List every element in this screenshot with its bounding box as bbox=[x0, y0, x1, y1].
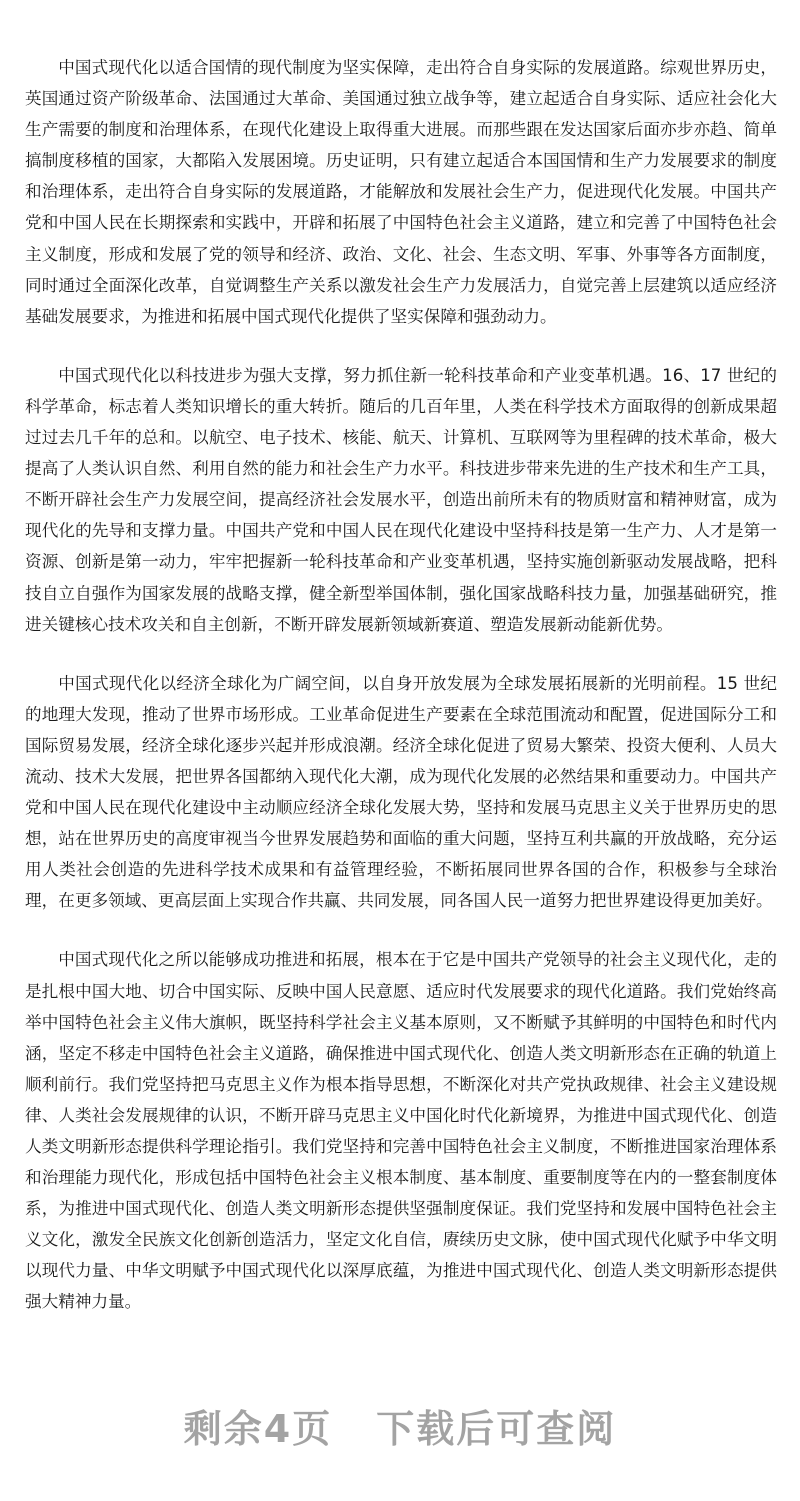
paragraph-3: 中国式现代化以经济全球化为广阔空间，以自身开放发展为全球发展拓展新的光明前程。15 世纪的地理大发现，推动了世界市场形成。工业革命促进生产要素在全球范围流动和配置，促进国际分工和国际贸易发展，经济全球化逐步兴起并形成浪潮。经济全球化促进了贸易大繁荣、投资大便利、人员大流动、技术大发展，把世界各国都纳入现代化大潮，成为现代化发展的必然结果和重要动力。中国共产党和中国人民在现代化建设中主动顺应经济全球化发展大势，坚持和发展马克思主义关于世界历史的思想，站在世界历史的高度审视当今世界发展趋势和面临的重大问题，坚持互利共赢的开放战略，充分运用人类社会创造的先进科学技术成果和有益管理经验，不断拓展同世界各国的合作，积极参与全球治理，在更多领域、更高层面上实现合作共赢、共同发展，同各国人民一道努力把世界建设得更加美好。 bbox=[25, 673, 777, 911]
remaining-pages-text: 剩余4页 bbox=[183, 1407, 333, 1451]
download-prompt[interactable] bbox=[0, 1398, 800, 1453]
paragraph-2: 中国式现代化以科技进步为强大支撑，努力抓住新一轮科技革命和产业变革机遇。16、17 世纪的科学革命，标志着人类知识增长的重大转折。随后的几百年里，人类在科学技术方面取得的创新成果超过过去几千年的总和。以航空、电子技术、核能、航天、计算机、互联网等为里程碑的技术革命，极大提高了人类认识自然、利用自然的能力和社会生产力水平。科技进步带来先进的生产技术和生产工具，不断开辟社会生产力发展空间，提高经济社会发展水平，创造出前所未有的物质财富和精神财富，成为现代化的先导和支撑力量。中国共产党和中国人民在现代化建设中坚持科技是第一生产力、人才是第一资源、创新是第一动力，牢牢把握新一轮科技革命和产业变革机遇，坚持实施创新驱动发展战略，把科技自立自强作为国家发展的战略支撑，健全新型举国体制，强化国家战略科技力量，加强基础研究，推进关键核心技术攻关和自主创新，不断开辟发展新领域新赛道、塑造发展新动能新优势。 bbox=[25, 365, 777, 634]
download-hint-text: 下载后可查阅 bbox=[376, 1407, 617, 1451]
paragraph-4: 中国式现代化之所以能够成功推进和拓展，根本在于它是中国共产党领导的社会主义现代化，走的是扎根中国大地、切合中国实际、反映中国人民意愿、适应时代发展要求的现代化道路。我们党始终高举中国特色社会主义伟大旗帜，既坚持科学社会主义基本原则，又不断赋予其鲜明的中国特色和时代内涵，坚定不移走中国特色社会主义道路，确保推进中国式现代化、创造人类文明新形态在正确的轨道上顺利前行。我们党坚持把马克思主义作为根本指导思想，不断深化对共产党执政规律、社会主义建设规律、人类社会发展规律的认识，不断开辟马克思主义中国化时代化新境界，为推进中国式现代化、创造人类文明新形态提供科学理论指引。我们党坚持和完善中国特色社会主义制度，不断推进国家治理体系和治理能力现代化，形成包括中国特色社会主义根本制度、基本制度、重要制度等在内的一整套制度体系，为推进中国式现代化、创造人类文明新形态提供坚强制度保证。我们党坚持和发展中国特色社会主义文化，激发全民族文化创新创造活力，坚定文化自信，赓续历史文脉，使中国式现代化赋予中华文明以现代力量、中华文明赋予中国式现代化以深厚底蕴，为推进中国式现代化、创造人类文明新形态提供强大精神力量。 bbox=[25, 950, 777, 1312]
paragraph-1: 中国式现代化以适合国情的现代制度为坚实保障，走出符合自身实际的发展道路。综观世界历史，英国通过资产阶级革命、法国通过大革命、美国通过独立战争等，建立起适合自身实际、适应社会化大生产需要的制度和治理体系，在现代化建设上取得重大进展。而那些跟在发达国家后面亦步亦趋、简单搞制度移植的国家，大都陷入发展困境。历史证明，只有建立起适合本国国情和生产力发展要求的制度和治理体系，走出符合自身实际的发展道路，才能解放和发展社会生产力，促进现代化发展。中国共产党和中国人民在长期探索和实践中，开辟和拓展了中国特色社会主义道路，建立和完善了中国特色社会主义制度，形成和发展了党的领导和经济、政治、文化、社会、生态文明、军事、外事等各方面制度，同时通过全面深化改革，自觉调整生产关系以激发社会生产力发展活力，自觉完善上层建筑以适应经济基础发展要求，为推进和拓展中国式现代化提供了坚实保障和强劲动力。 bbox=[25, 58, 777, 326]
document-body bbox=[25, 52, 777, 1346]
